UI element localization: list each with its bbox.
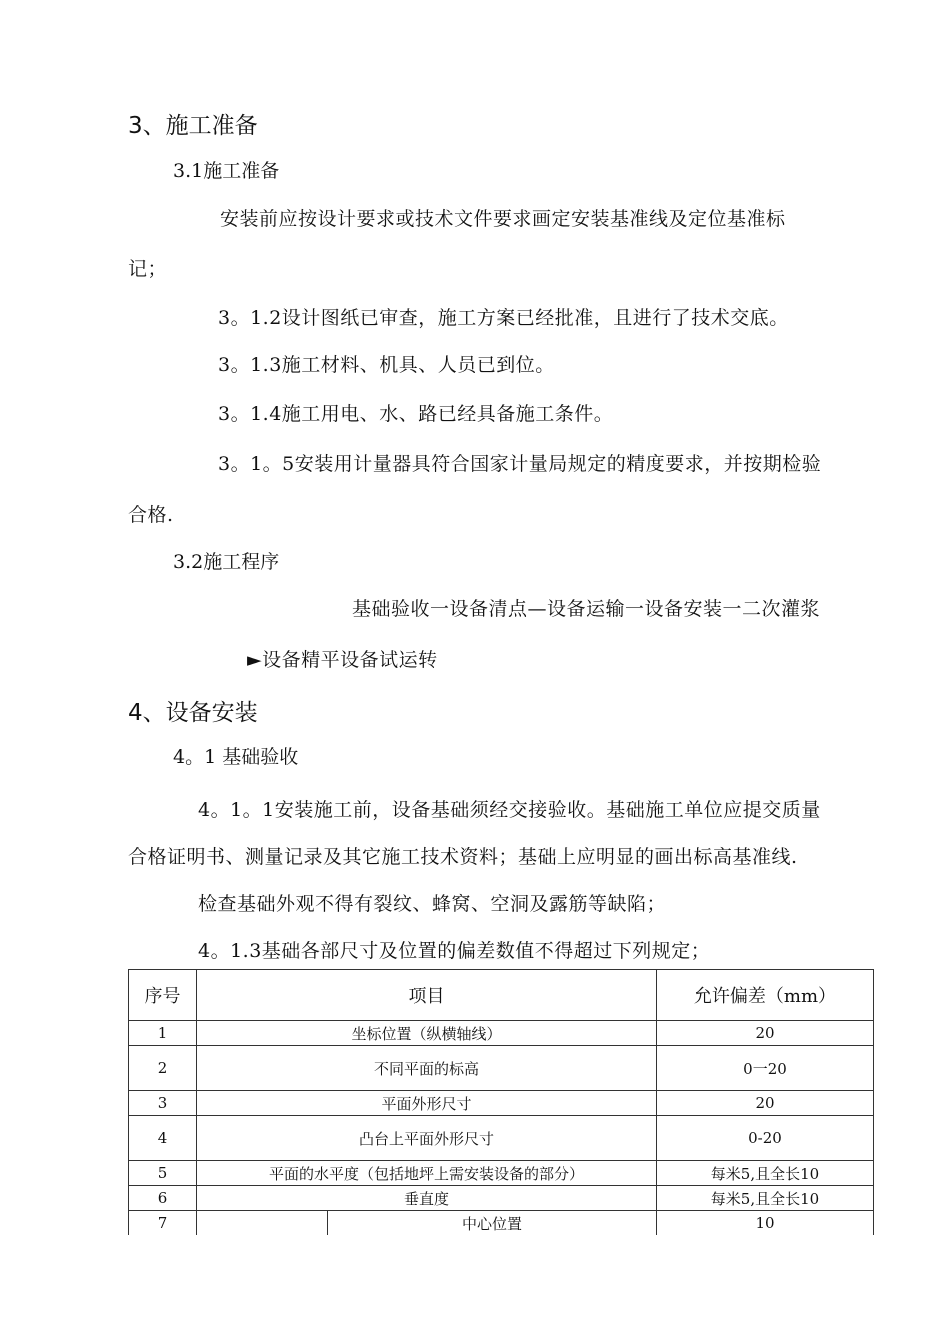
row-item-split (197, 1211, 657, 1236)
paragraph-3-1-5-line1: 3。1。5安装用计量器具符合国家计量局规定的精度要求，并按期检验 (218, 453, 822, 475)
paragraph-3-1-1-line2: 记； (128, 258, 168, 280)
table-row (129, 1021, 874, 1046)
row-no: 2 (129, 1046, 197, 1091)
paragraph-4-1-1-line1: 4。1。1安装施工前，设备基础须经交接验收。基础施工单位应提交质量 (198, 799, 821, 821)
table-row (129, 1161, 874, 1186)
table-row (129, 1091, 874, 1116)
row-item: 凸台上平面外形尺寸 (197, 1116, 657, 1161)
row-tolerance: 0-20 (657, 1116, 874, 1161)
row-item: 不同平面的标高 (197, 1046, 657, 1091)
row-tolerance: 20 (657, 1021, 874, 1046)
row-tolerance: 10 (657, 1211, 874, 1236)
foundation-tolerance-table (128, 969, 874, 1235)
table-row (129, 1211, 874, 1236)
procedure-flow-line1: 基础验收一设备清点—设备运输一设备安装一二次灌浆 (352, 598, 821, 620)
subsection-3-2-title: 3.2施工程序 (173, 551, 280, 573)
procedure-flow-line2: ►设备精平设备试运转 (247, 649, 438, 671)
row-tolerance: 20 (657, 1091, 874, 1116)
split-cell (197, 1211, 656, 1235)
section-3-title: 3、施工准备 (128, 113, 258, 139)
paragraph-3-1-4: 3。1.4施工用电、水、路已经具备施工条件。 (218, 403, 614, 425)
header-tolerance: 允许偏差（mm） (657, 970, 874, 1021)
split-cell-left (197, 1211, 328, 1235)
subsection-4-1-title: 4。1 基础验收 (173, 746, 299, 768)
table-row (129, 1046, 874, 1091)
row-no: 5 (129, 1161, 197, 1186)
paragraph-3-1-1-line1: 安装前应按设计要求或技术文件要求画定安装基准线及定位基准标 (220, 208, 786, 230)
row-no: 7 (129, 1211, 197, 1236)
row-no: 4 (129, 1116, 197, 1161)
row-item: 坐标位置（纵横轴线） (197, 1021, 657, 1046)
paragraph-3-1-3: 3。1.3施工材料、机具、人员已到位。 (218, 354, 555, 376)
table-row (129, 1186, 874, 1211)
row-tolerance: 每米5,且全长10 (657, 1186, 874, 1211)
paragraph-4-1-3: 4。1.3基础各部尺寸及位置的偏差数值不得超过下列规定； (198, 940, 711, 962)
row-no: 6 (129, 1186, 197, 1211)
subsection-3-1-title: 3.1施工准备 (173, 160, 280, 182)
paragraph-4-1-1-line2: 合格证明书、测量记录及其它施工技术资料；基础上应明显的画出标高基准线. (128, 846, 798, 868)
row-tolerance: 0一20 (657, 1046, 874, 1091)
row-tolerance: 每米5,且全长10 (657, 1161, 874, 1186)
row-item: 平面外形尺寸 (197, 1091, 657, 1116)
table-row (129, 1116, 874, 1161)
paragraph-4-1-2: 检查基础外观不得有裂纹、蜂窝、空洞及露筋等缺陷； (198, 893, 667, 915)
row-no: 3 (129, 1091, 197, 1116)
section-4-title: 4、设备安装 (128, 700, 258, 726)
header-no: 序号 (129, 970, 197, 1021)
row-item: 垂直度 (197, 1186, 657, 1211)
row-no: 1 (129, 1021, 197, 1046)
paragraph-3-1-2: 3。1.2设计图纸已审查，施工方案已经批准，且进行了技术交底。 (218, 307, 789, 329)
row-item: 中心位置 (461, 1214, 522, 1233)
row-item: 平面的水平度（包括地坪上需安装设备的部分） (197, 1161, 657, 1186)
header-item: 项目 (197, 970, 657, 1021)
paragraph-3-1-5-line2: 合格. (128, 504, 174, 526)
table-header-row (129, 970, 874, 1021)
